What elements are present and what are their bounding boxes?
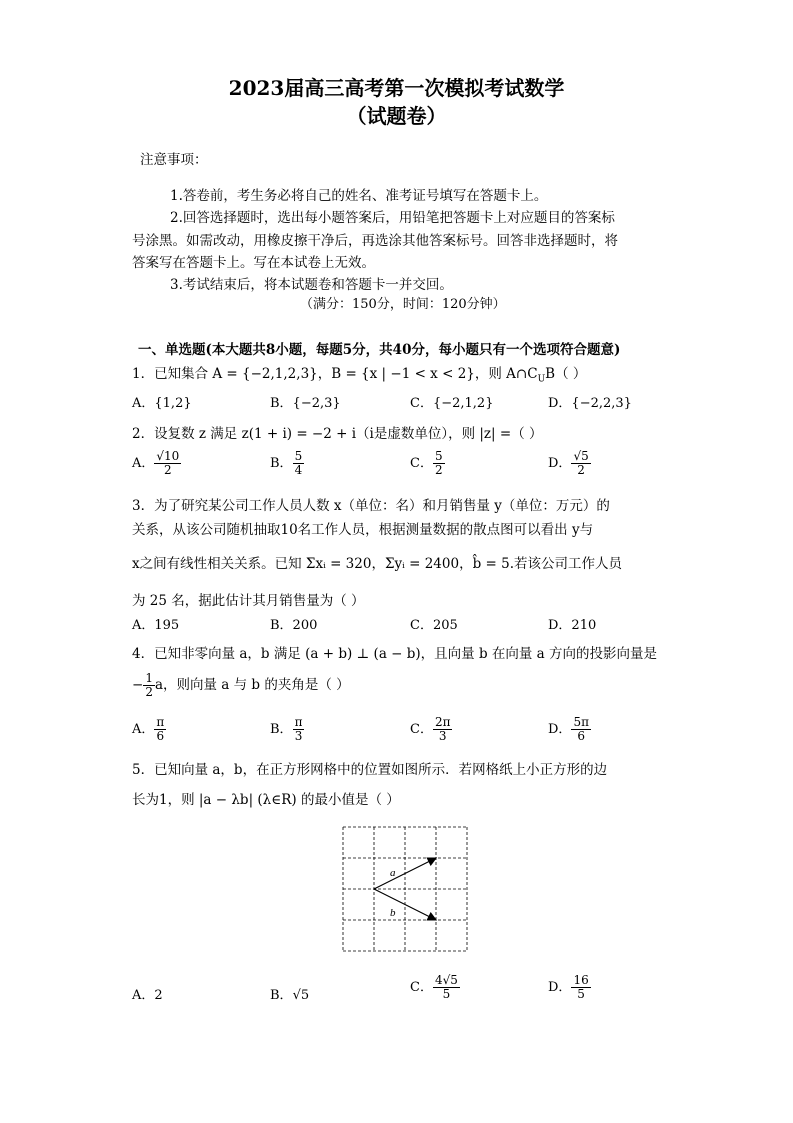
q5-option-d: D． $\frac{16}{5}$ [548,973,589,1002]
q3-line-3: x之间有线性相关关系。已知 Σxᵢ = 320，Σyᵢ = 2400，b̂ = 5.若该公司工作人员 [132,556,622,572]
q5-option-a: A．2 [132,988,163,1003]
q2-option-d: D． $\frac{√5}{2}$ [548,449,589,478]
page-subtitle: （试题卷） [346,104,447,128]
notice-item-2-line-1: 2.回答选择题时，选出每小题答案后，用铅笔把答题卡上对应题目的答案标 [170,210,615,226]
q5-line-1: 5．已知向量 a，b，在正方形网格中的位置如图所示．若网格纸上小正方形的边 [132,762,608,778]
q1-option-a: A．{1,2} [132,396,192,411]
q4-option-b: B． $\frac{\pi}{3}$ [270,715,303,744]
grid-lines [343,827,467,951]
page-title: 2023届高三高考第一次模拟考试数学 [228,76,565,100]
q3-option-b: B．200 [270,618,318,633]
q1-stem: 1．已知集合 A = {−2,1,2,3}，B = {x | −1 < x < 2}，则 $A\cap C_UB$（ ） [132,366,587,385]
q2-option-a: A． $\frac{√10}{2}$ [132,449,180,478]
q3-option-d: D．210 [548,618,597,633]
q4-option-d: D． $\frac{5\pi}{6}$ [548,715,589,744]
notice-heading: 注意事项： [140,152,208,168]
notice-item-1: 1.答卷前，考生务必将自己的姓名、准考证号填写在答题卡上。 [170,188,548,204]
q3-line-2: 关系，从该公司随机抽取10名工作人员，根据测量数据的散点图可以看出 y与 [132,522,594,538]
q3-line-1: 3．为了研究某公司工作人员人数 x（单位：名）和月销售量 y（单位：万元）的 [132,498,610,514]
q4-line-1: 4．已知非零向量 a，b 满足 (a + b) ⊥ (a − b)，且向量 b 在向量 a 方向的投影向量是 [132,646,658,662]
vector-a-label: a [390,867,396,879]
q5-option-c: C． $\frac{4√5}{5}$ [410,973,458,1002]
q5-option-b: B．√5 [270,988,310,1003]
notice-item-2-line-3: 答案写在答题卡上。写在本试卷上无效。 [132,255,375,271]
q4-option-c: C． $\frac{2\pi}{3}$ [410,715,451,744]
q2-option-b: B． $\frac{5}{4}$ [270,449,303,478]
q3-option-a: A．195 [132,618,180,633]
q2-option-c: C． $\frac{5}{2}$ [410,449,443,478]
q4-option-a: A． $\frac{\pi}{6}$ [132,715,165,744]
notice-item-2-line-2: 号涂黑。如需改动，用橡皮擦干净后，再选涂其他答案标号。回答非选择题时，将 [132,233,618,249]
q5-grid-figure [338,822,472,956]
q2-stem: 2．设复数 z 满足 z(1 + i) = −2 + i（i是虚数单位），则 |z| =（ ） [132,426,543,442]
section-heading: 一、单选题(本大题共8小题，每题5分，共40分，每小题只有一个选项符合题意) [138,342,621,358]
notice-item-3: 3.考试结束后，将本试题卷和答题卡一并交回。 [170,277,453,293]
q4-line-2: − $\frac{1}{2}$ a，则向量 a 与 b 的夹角是（ ） [132,671,350,700]
q3-line-4: 为 25 名，据此估计其月销售量为（ ） [132,593,365,609]
q3-option-c: C．205 [410,618,458,633]
q5-line-2: 长为1，则 |a − λb| (λ∈R) 的最小值是（ ） [132,792,400,808]
score-time: （满分：150分，时间：120分钟） [300,297,506,312]
q1-option-b: B．{−2,3} [270,396,341,411]
vector-b-label: b [390,907,396,919]
q1-option-d: D．{−2,2,3} [548,396,632,411]
q1-option-c: C．{−2,1,2} [410,396,494,411]
